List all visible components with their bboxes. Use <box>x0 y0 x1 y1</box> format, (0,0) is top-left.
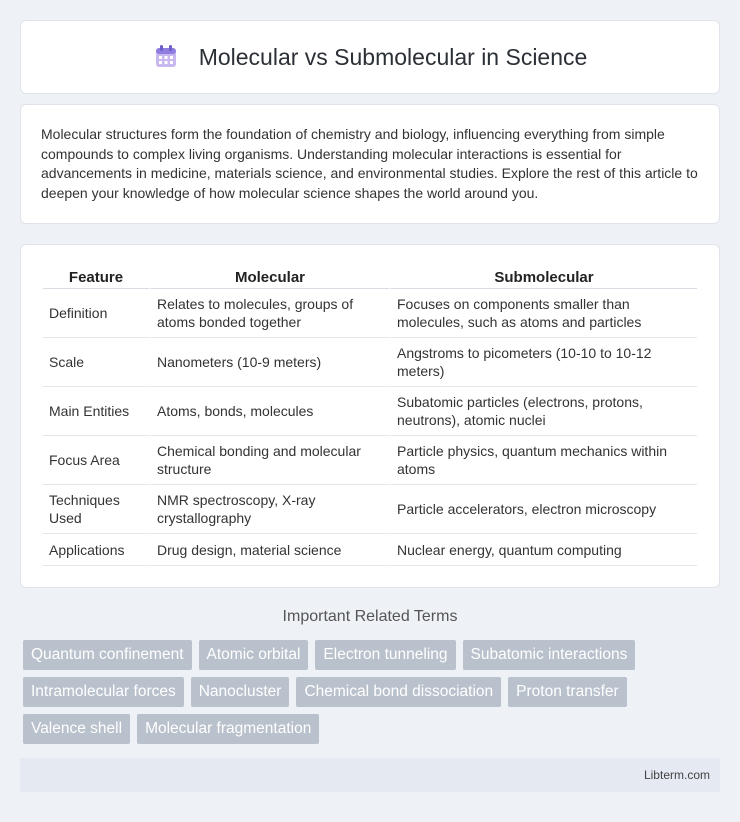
intro-card <box>20 104 720 224</box>
intro-text: Molecular structures form the foundation of chemistry and biology, influencing everything from simple compounds to complex living organisms. Understanding molecular interactions is essential for advancements in medicine, materials science, and environmental studies. Explore the rest of this article to deepen your knowledge of how molecular science shapes the world around you. <box>41 126 698 201</box>
term-tag[interactable]: Proton transfer <box>508 677 627 707</box>
footer-site-link[interactable]: Libterm.com <box>643 768 710 782</box>
table-cell: Angstroms to picometers (10-10 to 10-12 meters) <box>389 338 697 387</box>
table-row <box>43 485 697 534</box>
calendar-icon <box>153 44 179 70</box>
table-row <box>43 387 697 436</box>
table-cell: Techniques Used <box>43 485 149 534</box>
term-tag[interactable]: Quantum confinement <box>23 640 192 670</box>
table-cell: Definition <box>43 289 149 338</box>
column-header: Molecular <box>149 265 389 289</box>
footer <box>20 758 720 792</box>
table-cell: Scale <box>43 338 149 387</box>
term-tag[interactable]: Electron tunneling <box>315 640 455 670</box>
table-cell: Nanometers (10-9 meters) <box>149 338 389 387</box>
comparison-table <box>43 265 697 566</box>
table-cell: Subatomic particles (electrons, protons, neutrons), atomic nuclei <box>389 387 697 436</box>
term-tag[interactable]: Subatomic interactions <box>463 640 636 670</box>
table-cell: Nuclear energy, quantum computing <box>389 534 697 566</box>
table-row <box>43 534 697 566</box>
related-terms-title: Important Related Terms <box>282 608 458 625</box>
table-cell: Particle physics, quantum mechanics within atoms <box>389 436 697 485</box>
table-cell: Focus Area <box>43 436 149 485</box>
term-tag[interactable]: Molecular fragmentation <box>137 714 319 744</box>
table-cell: Particle accelerators, electron microscopy <box>389 485 697 534</box>
term-tag[interactable]: Atomic orbital <box>199 640 309 670</box>
table-cell: Main Entities <box>43 387 149 436</box>
term-tag[interactable]: Valence shell <box>23 714 130 744</box>
term-tag[interactable]: Intramolecular forces <box>23 677 184 707</box>
table-cell: Chemical bonding and molecular structure <box>149 436 389 485</box>
comparison-table-card <box>20 244 720 588</box>
column-header: Feature <box>43 265 149 289</box>
table-row <box>43 338 697 387</box>
table-row <box>43 289 697 338</box>
table-cell: Relates to molecules, groups of atoms bonded together <box>149 289 389 338</box>
table-cell: Focuses on components smaller than molecules, such as atoms and particles <box>389 289 697 338</box>
table-row <box>43 436 697 485</box>
table-cell: Drug design, material science <box>149 534 389 566</box>
table-cell: NMR spectroscopy, X-ray crystallography <box>149 485 389 534</box>
table-header-row <box>43 265 697 289</box>
term-tag[interactable]: Chemical bond dissociation <box>296 677 501 707</box>
table-cell: Atoms, bonds, molecules <box>149 387 389 436</box>
page-title: Molecular vs Submolecular in Science <box>198 43 588 70</box>
table-cell: Applications <box>43 534 149 566</box>
term-tag[interactable]: Nanocluster <box>191 677 290 707</box>
related-terms-list <box>23 640 723 751</box>
header-card <box>20 20 720 94</box>
column-header: Submolecular <box>389 265 697 289</box>
